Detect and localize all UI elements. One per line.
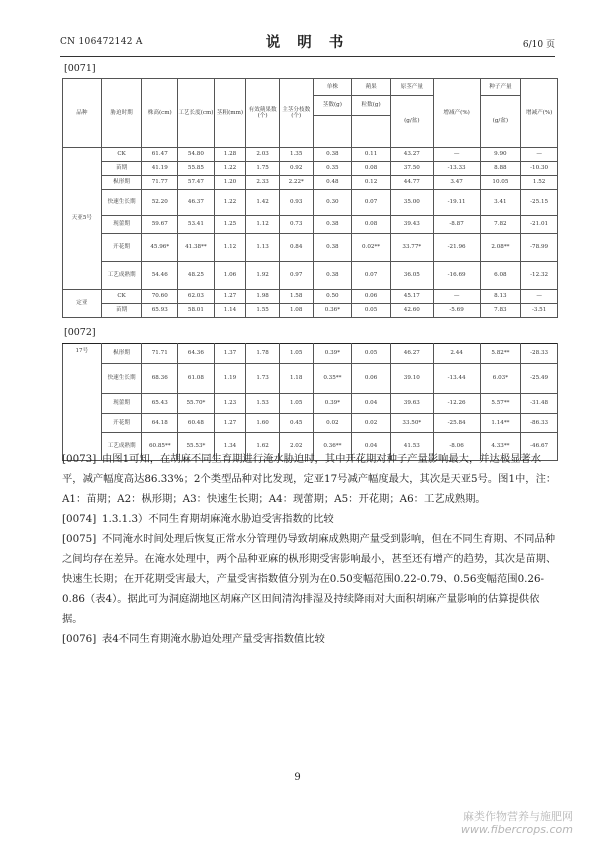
table-cell: 0.50 (313, 290, 352, 304)
table-cell: 0.38 (313, 216, 352, 234)
table-cell: 1.53 (246, 394, 280, 414)
table-cell: 54.46 (142, 262, 178, 290)
table-cell: 60.85** (142, 433, 178, 461)
col-fiber-yield: 原茎产量 (390, 79, 433, 96)
col-seed-yield: 种子产量 (480, 79, 521, 96)
row-label: 工艺成熟期 (101, 262, 142, 290)
table-cell: 1.23 (214, 394, 246, 414)
table-cell: 0.06 (352, 364, 391, 394)
table-cell: 8.13 (480, 290, 521, 304)
table-cell: 33.50* (390, 414, 433, 433)
para-number: [0074] (62, 513, 97, 525)
table-cell: 70.60 (142, 290, 178, 304)
col-seed-unit: (g/盆) (480, 96, 521, 148)
table-cell: 2.02 (279, 433, 313, 461)
table-cell: 0.08 (352, 216, 391, 234)
table-cell: -25.84 (433, 414, 480, 433)
table-cell: 53.41 (178, 216, 215, 234)
table-cell: 1.12 (246, 216, 280, 234)
table-cell: 44.77 (390, 176, 433, 190)
para-number-0071: [0071] (64, 63, 96, 74)
table-cell: 65.93 (142, 304, 178, 318)
table-cell: 41.53 (390, 433, 433, 461)
table-cell: 1.18 (279, 364, 313, 394)
table-cell: 39.10 (390, 364, 433, 394)
table-cell: 62.03 (178, 290, 215, 304)
table-cell: 1.14 (214, 304, 246, 318)
col-eff-caps: 有效蒴果数(个) (246, 79, 280, 148)
table-cell: — (433, 148, 480, 162)
table-cell: 1.06 (214, 262, 246, 290)
table-cell: 7.82 (480, 216, 521, 234)
table-cell: 1.13 (246, 234, 280, 262)
col-variety: 品种 (63, 79, 102, 148)
table-cell: 1.12 (214, 234, 246, 262)
table-cell: -12.26 (433, 394, 480, 414)
page-indicator: 6/10 页 (522, 40, 555, 50)
table-cell: 1.22 (214, 190, 246, 216)
document-title: 说 明 书 (265, 34, 350, 51)
table-cell: 1.20 (214, 176, 246, 190)
table-cell: 0.97 (279, 262, 313, 290)
row-label: 开花期 (101, 414, 142, 433)
col-tech-length: 工艺长度(cm) (178, 79, 215, 148)
table-cell: — (433, 290, 480, 304)
table-cell: 37.50 (390, 162, 433, 176)
row-label: CK (101, 290, 142, 304)
table-cell: 0.05 (352, 344, 391, 364)
table-cell: 1.58 (279, 290, 313, 304)
table-cell: 55.53* (178, 433, 215, 461)
table-cell: 52.20 (142, 190, 178, 216)
table-cell: 59.67 (142, 216, 178, 234)
paragraph-0075: [0075] 不同淹水时间处理后恢复正常水分管理仍导致胡麻成熟期产量受到影响，但在不同生育期、不同品种之间均存在差异。在淹水处理中，两个品种亚麻的枞形期受害影响最小，甚至还有增产的趋势，其次是苗期、快速生长期；在开花期受害最大，产量受害指数值分别为在0.50变幅范围0.22-0.79、0.56变幅范围0.26-0.86（表4）。据此可为洞庭湖地区胡麻产区田间清沟排湿及持续降雨对大面积胡麻产量影响的估算提供依据。 (62, 529, 558, 629)
table-cell: 3.47 (433, 176, 480, 190)
table-cell: -31.48 (521, 394, 558, 414)
table-cell: -21.96 (433, 234, 480, 262)
table-cell: -8.06 (433, 433, 480, 461)
table-cell: 0.04 (352, 433, 391, 461)
table-cell: 5.57** (480, 394, 521, 414)
table-cell: -13.33 (433, 162, 480, 176)
table-cell: 0.30 (313, 190, 352, 216)
table-cell: 33.77* (390, 234, 433, 262)
table-cell: 1.22 (214, 162, 246, 176)
table-cell: 6.08 (480, 262, 521, 290)
paragraph-0073: [0073] 由图1可知，在胡麻不同生育期进行淹水胁迫时，其中开花期对种子产量影响最大，并达极显著水平，减产幅度高达86.33%；2个类型品种对比发现，定亚17号减产幅度最大，其次是天亚5号。图1中，注：A1：苗期；A2：枞形期；A3：快速生长期；A4：现蕾期；A5：开花期；A6：工艺成熟期。 (62, 449, 558, 509)
group-dingya: 定亚 (63, 290, 102, 318)
data-table-2 (62, 343, 558, 461)
watermark-text: 麻类作物营养与施肥网 (463, 810, 573, 823)
table-cell: 61.08 (178, 364, 215, 394)
table-cell: 2.03 (246, 148, 280, 162)
table-cell: 1.34 (214, 433, 246, 461)
table-cell: 8.88 (480, 162, 521, 176)
table-cell: 1.28 (214, 148, 246, 162)
table-cell: 4.33** (480, 433, 521, 461)
col-incr1: 增减产(%) (433, 79, 480, 148)
table-cell: -12.32 (521, 262, 558, 290)
table-cell: 0.35 (313, 162, 352, 176)
table-cell: 0.04 (352, 394, 391, 414)
row-label: 现蕾期 (101, 394, 142, 414)
table-cell: 0.92 (279, 162, 313, 176)
table-cell: -16.69 (433, 262, 480, 290)
row-label: 工艺成熟期 (101, 433, 142, 461)
row-label: CK (101, 148, 142, 162)
table-cell: 1.75 (246, 162, 280, 176)
table-cell: — (521, 290, 558, 304)
table-cell: -46.67 (521, 433, 558, 461)
table-cell: 0.11 (352, 148, 391, 162)
col-fiber-unit: (g/盆) (390, 96, 433, 148)
table-cell: 54.80 (178, 148, 215, 162)
col-stem-weight: 茎数(g) (313, 96, 352, 116)
table-cell: 0.07 (352, 262, 391, 290)
table-cell: -28.33 (521, 344, 558, 364)
para-number: [0073] (62, 453, 97, 465)
col-single-plant: 单株 (313, 79, 352, 96)
table-cell: 55.70* (178, 394, 215, 414)
table-cell: -21.01 (521, 216, 558, 234)
row-label: 枞形期 (101, 176, 142, 190)
table-cell: 0.48 (313, 176, 352, 190)
table-cell: 36.05 (390, 262, 433, 290)
table-cell: 10.05 (480, 176, 521, 190)
table-cell: 60.48 (178, 414, 215, 433)
table-cell: -3.51 (521, 304, 558, 318)
table-cell: 1.62 (246, 433, 280, 461)
table-cell: 1.25 (214, 216, 246, 234)
table-cell: -25.15 (521, 190, 558, 216)
table-cell: 39.43 (390, 216, 433, 234)
table-cell: 0.06 (352, 290, 391, 304)
table-cell: -86.33 (521, 414, 558, 433)
table-cell: 1.73 (246, 364, 280, 394)
table-cell: 0.93 (279, 190, 313, 216)
table-cell: -5.69 (433, 304, 480, 318)
table-cell: 71.77 (142, 176, 178, 190)
watermark-url: www.fibercrops.com (460, 823, 573, 836)
col-stem-diam: 茎粗(mm) (214, 79, 246, 148)
table-cell: 2.44 (433, 344, 480, 364)
table-cell: 42.60 (390, 304, 433, 318)
table-cell: 41.38** (178, 234, 215, 262)
row-label: 开花期 (101, 234, 142, 262)
para-number: [0076] (62, 633, 97, 645)
page-number: 9 (294, 772, 301, 783)
table-cell: 58.01 (178, 304, 215, 318)
para-number-0072: [0072] (64, 327, 96, 338)
table-cell: 1.52 (521, 176, 558, 190)
table-cell: 68.36 (142, 364, 178, 394)
table-cell: 45.96* (142, 234, 178, 262)
col-single-unit: 蒴果 (352, 79, 391, 96)
table-cell: 0.73 (279, 216, 313, 234)
table-cell: 0.36** (313, 433, 352, 461)
paragraph-0074: [0074] 1.3.1.3）不同生育期胡麻淹水胁迫受害指数的比较 (62, 509, 558, 529)
table-cell: 1.92 (246, 262, 280, 290)
table-cell: -19.11 (433, 190, 480, 216)
table-cell: 0.02** (352, 234, 391, 262)
table-cell: -8.87 (433, 216, 480, 234)
col-period: 胁迫时期 (101, 79, 142, 148)
table-cell: 3.41 (480, 190, 521, 216)
table-cell: 64.36 (178, 344, 215, 364)
table-cell: 46.27 (390, 344, 433, 364)
table-cell: 71.71 (142, 344, 178, 364)
col-incr2: 增减产(%) (521, 79, 558, 148)
table-cell: 0.05 (352, 304, 391, 318)
page-header (60, 31, 555, 53)
table-cell: 0.02 (352, 414, 391, 433)
table-cell: 1.27 (214, 290, 246, 304)
table-cell: 0.38 (313, 234, 352, 262)
table-cell: — (521, 148, 558, 162)
col-unit-weight: 粒数(g) (352, 96, 391, 116)
table-cell: 55.85 (178, 162, 215, 176)
table-cell: 1.19 (214, 364, 246, 394)
table-cell: -13.44 (433, 364, 480, 394)
col-height: 株高(cm) (142, 79, 178, 148)
table-cell: -78.99 (521, 234, 558, 262)
para-number: [0075] (62, 533, 97, 545)
table-cell: 43.27 (390, 148, 433, 162)
table-cell: 1.27 (214, 414, 246, 433)
group-tianya5: 天亚5号 (63, 148, 102, 290)
row-label: 快速生长期 (101, 190, 142, 216)
table-cell: 61.47 (142, 148, 178, 162)
table-cell: 2.08** (480, 234, 521, 262)
patent-number: CN 106472142 A (60, 37, 143, 47)
table-cell: 1.78 (246, 344, 280, 364)
row-label: 苗期 (101, 162, 142, 176)
table-cell: 0.35** (313, 364, 352, 394)
table-cell: 1.60 (246, 414, 280, 433)
table-cell: 5.82** (480, 344, 521, 364)
table-cell: 57.47 (178, 176, 215, 190)
table-cell: 46.37 (178, 190, 215, 216)
table-cell: 0.38 (313, 262, 352, 290)
row-label: 快速生长期 (101, 364, 142, 394)
table-cell: 0.39* (313, 344, 352, 364)
table-cell: 2.22* (279, 176, 313, 190)
table-cell: 0.39* (313, 394, 352, 414)
table-cell: 0.38 (313, 148, 352, 162)
table-cell: 65.43 (142, 394, 178, 414)
table-cell: 0.08 (352, 162, 391, 176)
table-cell: 1.98 (246, 290, 280, 304)
table-cell: 7.83 (480, 304, 521, 318)
table-cell: 0.07 (352, 190, 391, 216)
table-cell: 1.37 (214, 344, 246, 364)
table-cell: 41.19 (142, 162, 178, 176)
table-cell: 2.33 (246, 176, 280, 190)
table-cell: 1.55 (246, 304, 280, 318)
table-cell: 0.84 (279, 234, 313, 262)
col-branches: 主茎分枝数(个) (279, 79, 313, 148)
header-rule (60, 56, 555, 57)
table-cell: 45.17 (390, 290, 433, 304)
group-17: 17号 (63, 344, 102, 461)
row-label: 现蕾期 (101, 216, 142, 234)
table-cell: 9.90 (480, 148, 521, 162)
table-cell: 1.35 (279, 148, 313, 162)
row-label: 枞形期 (101, 344, 142, 364)
table-cell: 48.25 (178, 262, 215, 290)
table-cell: -25.49 (521, 364, 558, 394)
paragraph-0076: [0076] 表4不同生育期淹水胁迫处理产量受害指数值比较 (62, 629, 558, 649)
row-label: 苗期 (101, 304, 142, 318)
table-cell: 1.08 (279, 304, 313, 318)
table-cell: -10.30 (521, 162, 558, 176)
table-cell: 0.36* (313, 304, 352, 318)
body-text (62, 449, 558, 649)
table-cell: 35.00 (390, 190, 433, 216)
data-table-1 (62, 78, 558, 318)
table-cell: 1.05 (279, 344, 313, 364)
table-cell: 0.12 (352, 176, 391, 190)
table-cell: 0.02 (313, 414, 352, 433)
table-cell: 1.14** (480, 414, 521, 433)
table-cell: 39.63 (390, 394, 433, 414)
table-cell: 0.45 (279, 414, 313, 433)
table-cell: 1.42 (246, 190, 280, 216)
table-cell: 64.18 (142, 414, 178, 433)
table-cell: 1.05 (279, 394, 313, 414)
table-cell: 6.03* (480, 364, 521, 394)
